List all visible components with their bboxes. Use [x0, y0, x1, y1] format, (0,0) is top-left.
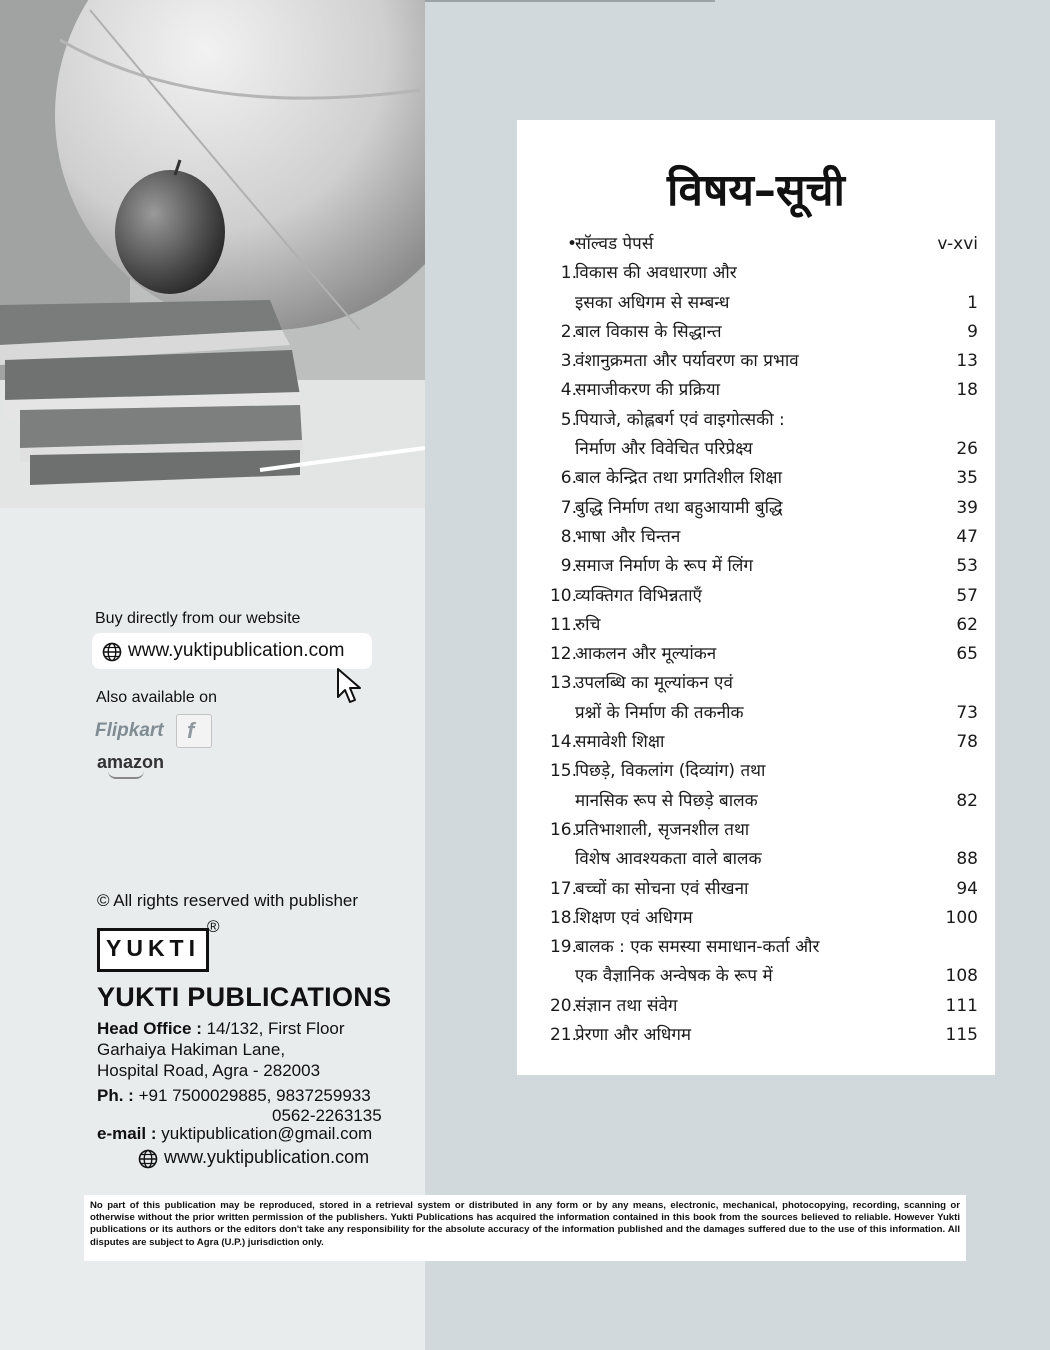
- email-address[interactable]: yuktipublication@gmail.com: [161, 1124, 373, 1143]
- toc-item-page: 65: [956, 644, 978, 665]
- toc-row: [517, 289, 995, 318]
- toc-row: [517, 962, 995, 991]
- publisher-website[interactable]: www.yuktipublication.com: [138, 1147, 369, 1168]
- toc-item-title: मानसिक रूप से पिछड़े बालक: [575, 790, 758, 811]
- toc-item-title: समाज निर्माण के रूप में लिंग: [575, 556, 753, 577]
- toc-item-title: बुद्धि निर्माण तथा बहुआयामी बुद्धि: [575, 497, 783, 518]
- toc-item-number: 3.: [560, 351, 577, 372]
- toc-row: [517, 582, 995, 611]
- toc-item-page: 39: [956, 497, 978, 518]
- phone-numbers: Ph. : +91 7500029885, 9837259933: [97, 1086, 371, 1105]
- toc-item-title: आकलन और मूल्यांकन: [575, 644, 717, 665]
- toc-item-title: बच्चों का सोचना एवं सीखना: [575, 878, 749, 899]
- toc-item-title: उपलब्धि का मूल्यांकन एवं: [575, 673, 733, 694]
- disclaimer-box: [84, 1195, 966, 1261]
- toc-item-page: 100: [945, 907, 978, 928]
- toc-item-number: 17.: [549, 878, 577, 899]
- toc-row: [517, 376, 995, 405]
- toc-item-page: 1: [967, 292, 978, 313]
- toc-item-title: बाल केन्द्रित तथा प्रगतिशील शिक्षा: [575, 468, 783, 489]
- toc-row: [517, 318, 995, 347]
- website-link[interactable]: [92, 633, 372, 669]
- toc-row: [517, 757, 995, 786]
- toc-item-page: 88: [956, 849, 978, 870]
- toc-row: [517, 1021, 995, 1050]
- toc-item-number: 21.: [549, 1025, 577, 1046]
- toc-row: [517, 464, 995, 493]
- toc-item-title: बालक : एक समस्या समाधान-कर्ता और: [575, 937, 820, 958]
- toc-row: [517, 523, 995, 552]
- toc-list: [517, 230, 995, 1050]
- toc-item-number: 10.: [549, 585, 577, 606]
- toc-row: [517, 406, 995, 435]
- toc-item-page: 57: [956, 585, 978, 606]
- disclaimer-text: No part of this publication may be reproduced, stored in a retrieval system or distributed in any form or by any means, electronic, mechanical, photocopying, recording, scanning or otherwise without the prior written permission of the publishers. Yukti Publications has acquired the information contained in this book from the sources believed to reliable. However Yukti publications or its authors or the editors don't take any responsibility for the absolute accuracy of the information published and the damages suffered due to the use of this information. All disputes are subject to Agra (U.P.) jurisdiction only.: [90, 1200, 960, 1248]
- toc-row: [517, 992, 995, 1021]
- toc-item-number: •: [566, 234, 577, 254]
- toc-row: [517, 347, 995, 376]
- copyright-notice: © All rights reserved with publisher: [97, 891, 359, 910]
- toc-title: विषय–सूची: [667, 165, 845, 216]
- toc-row: [517, 816, 995, 845]
- cursor-arrow-icon: [336, 667, 368, 707]
- toc-item-page: 73: [956, 702, 978, 723]
- toc-item-page: 47: [956, 526, 978, 547]
- toc-item-page: 26: [956, 439, 978, 460]
- toc-item-page: 18: [956, 380, 978, 401]
- phone-number-2: 0562-2263135: [272, 1106, 382, 1125]
- toc-row: [517, 787, 995, 816]
- toc-row: [517, 552, 995, 581]
- toc-item-page: 111: [945, 995, 978, 1016]
- toc-item-page: 53: [956, 556, 978, 577]
- yukti-logo: YUKTI: [97, 928, 209, 972]
- toc-item-title: निर्माण और विवेचित परिप्रेक्ष्य: [575, 439, 753, 460]
- toc-item-page: 115: [945, 1025, 978, 1046]
- toc-item-page: 78: [956, 732, 978, 753]
- toc-item-title: व्यक्तिगत विभिन्नताएँ: [575, 585, 702, 606]
- toc-row: [517, 259, 995, 288]
- toc-item-number: 12.: [549, 644, 577, 665]
- toc-item-title: पियाजे, कोह्लबर्ग एवं वाइगोत्सकी :: [575, 409, 785, 430]
- registered-mark: ®: [207, 917, 220, 936]
- toc-item-title: बाल विकास के सिद्धान्त: [575, 321, 722, 342]
- toc-item-title: संज्ञान तथा संवेग: [575, 995, 678, 1016]
- head-office-address: Head Office : 14/132, First Floor Garhaiya Hakiman Lane, Hospital Road, Agra - 282003: [97, 1019, 345, 1080]
- toc-item-number: 15.: [549, 761, 577, 782]
- toc-row: [517, 904, 995, 933]
- toc-item-title: प्रश्नों के निर्माण की तकनीक: [575, 702, 744, 723]
- toc-row: [517, 875, 995, 904]
- toc-item-title: विशेष आवश्यकता वाले बालक: [575, 849, 762, 870]
- toc-item-page: 9: [967, 321, 978, 342]
- toc-row: [517, 699, 995, 728]
- toc-item-number: 7.: [560, 497, 577, 518]
- toc-row: [517, 728, 995, 757]
- toc-item-page: 108: [945, 966, 978, 987]
- toc-item-number: 4.: [560, 380, 577, 401]
- toc-item-title: रुचि: [575, 614, 601, 635]
- toc-item-page: 13: [956, 351, 978, 372]
- toc-item-title: भाषा और चिन्तन: [575, 526, 681, 547]
- top-divider: [425, 0, 715, 2]
- toc-item-title: शिक्षण एवं अधिगम: [575, 907, 693, 928]
- toc-item-page: 35: [956, 468, 978, 489]
- toc-item-page: 82: [956, 790, 978, 811]
- toc-item-number: 14.: [549, 732, 577, 753]
- email-line: e-mail : yuktipublication@gmail.com: [97, 1124, 373, 1143]
- toc-item-number: 11.: [549, 614, 577, 635]
- toc-item-number: 9.: [560, 556, 577, 577]
- website-url: www.yuktipublication.com: [128, 640, 345, 661]
- publisher-name: YUKTI PUBLICATIONS: [97, 982, 392, 1012]
- flipkart-logo[interactable]: Flipkart: [95, 720, 164, 741]
- toc-row: [517, 611, 995, 640]
- toc-item-number: 1.: [560, 263, 577, 284]
- cover-photo: [0, 0, 425, 508]
- flipkart-bag-icon: f: [176, 714, 212, 748]
- toc-item-page: 62: [956, 614, 978, 635]
- globe-icon: [138, 1149, 158, 1169]
- globe-icon: [102, 642, 122, 662]
- toc-item-number: 2.: [560, 321, 577, 342]
- toc-item-title: प्रेरणा और अधिगम: [575, 1025, 692, 1046]
- toc-item-page: v-xvi: [937, 234, 978, 254]
- amazon-smile-icon: [108, 771, 144, 779]
- toc-item-title: पिछड़े, विकलांग (दिव्यांग) तथा: [575, 761, 766, 782]
- toc-item-title: वंशानुक्रमता और पर्यावरण का प्रभाव: [575, 351, 799, 372]
- toc-item-title: समाजीकरण की प्रक्रिया: [575, 380, 721, 401]
- toc-item-title: इसका अधिगम से सम्बन्ध: [575, 292, 730, 313]
- toc-item-title: प्रतिभाशाली, सृजनशील तथा: [575, 819, 750, 840]
- toc-item-number: 18.: [549, 907, 577, 928]
- toc-item-title: सॉल्वड पेपर्स: [575, 234, 654, 254]
- toc-item-title: विकास की अवधारणा और: [575, 263, 737, 284]
- toc-item-number: 19.: [549, 937, 577, 958]
- table-of-contents: [517, 120, 995, 1075]
- toc-item-number: 6.: [560, 468, 577, 489]
- books-stack: [0, 300, 305, 485]
- toc-row: [517, 933, 995, 962]
- also-available-label: Also available on: [96, 689, 217, 706]
- toc-row: [517, 669, 995, 698]
- toc-item-number: 8.: [560, 526, 577, 547]
- toc-item-number: 20.: [549, 995, 577, 1016]
- toc-row: [517, 435, 995, 464]
- toc-row: [517, 230, 995, 259]
- toc-item-title: समावेशी शिक्षा: [575, 732, 665, 753]
- buy-directly-label: Buy directly from our website: [95, 610, 301, 627]
- toc-item-title: एक वैज्ञानिक अन्वेषक के रूप में: [575, 966, 773, 987]
- apple-shape: [115, 170, 225, 294]
- toc-row: [517, 494, 995, 523]
- toc-item-page: 94: [956, 878, 978, 899]
- toc-row: [517, 640, 995, 669]
- toc-item-number: 16.: [549, 819, 577, 840]
- toc-item-number: 5.: [560, 409, 577, 430]
- toc-row: [517, 845, 995, 874]
- toc-item-number: 13.: [549, 673, 577, 694]
- amazon-logo[interactable]: amazon: [97, 752, 165, 772]
